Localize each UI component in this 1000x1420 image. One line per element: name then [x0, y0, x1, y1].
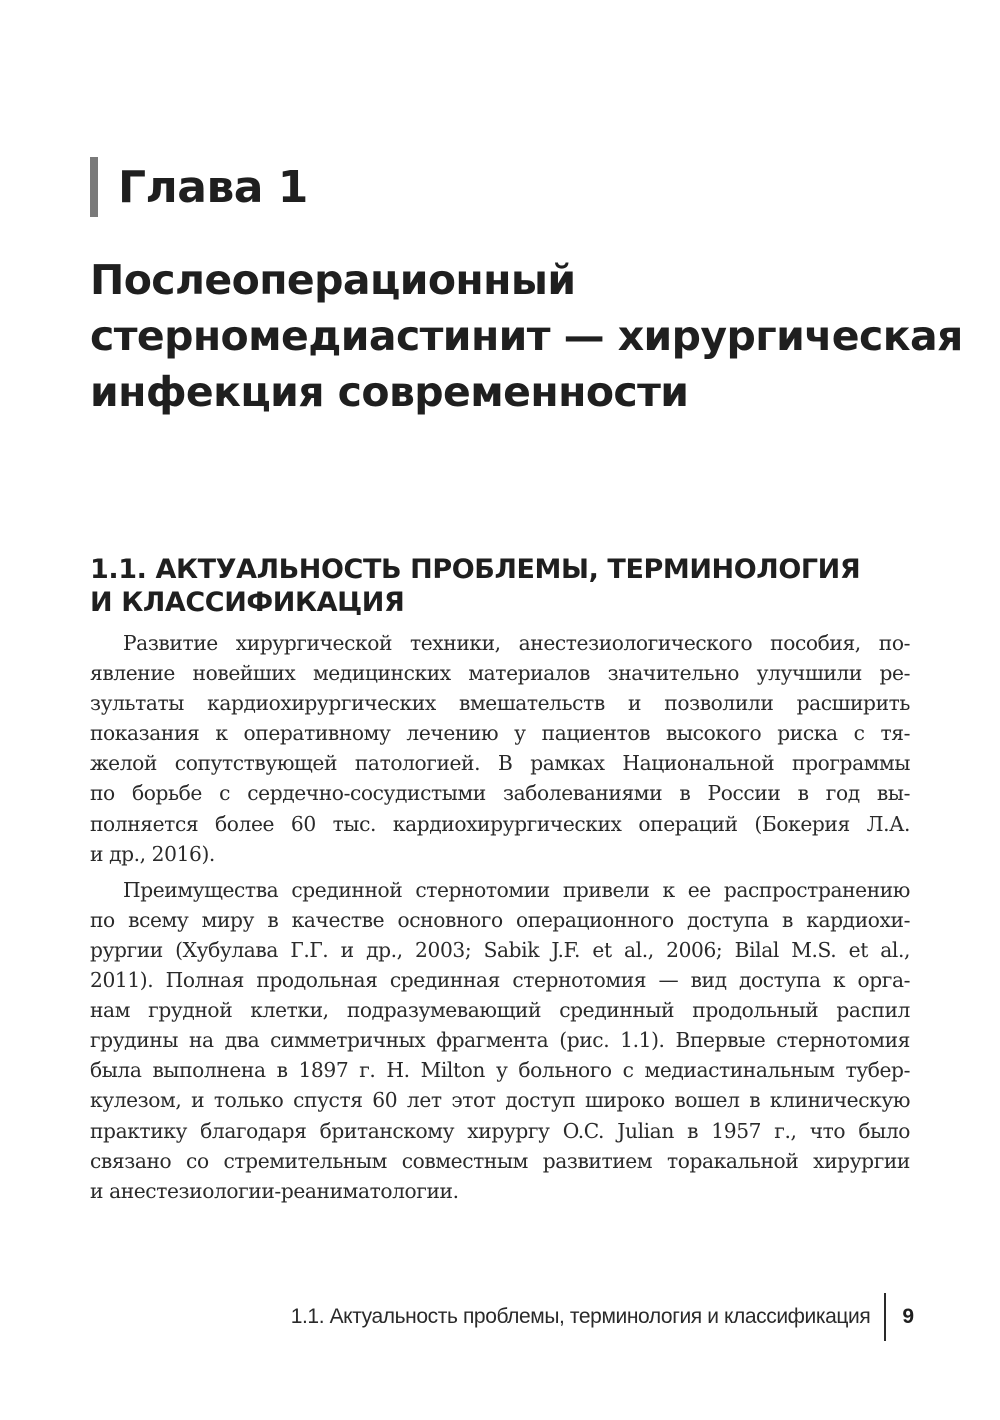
section-heading [90, 553, 930, 619]
paragraph [90, 628, 910, 869]
text-line: показания к оперативному лечению у пациентов высокого риска с тя- [90, 721, 910, 746]
text-line: зультаты кардиохирургических вмешательств и позволили расширить [90, 691, 910, 716]
text-line: и др., 2016). [90, 841, 215, 866]
chapter-header [90, 157, 308, 217]
chapter-label: Глава 1 [118, 161, 308, 213]
text-line: нам грудной клетки, подразумевающий срединный продольный распил [90, 998, 910, 1023]
text-line: была выполнена в 1897 г. H. Milton у больного с медиастинальным тубер- [90, 1058, 910, 1083]
body-text [90, 628, 910, 1212]
chapter-title [90, 252, 963, 420]
text-line: грудины на два симметричных фрагмента (рис. 1.1). Впервые стернотомия [90, 1028, 910, 1053]
page-footer [291, 1293, 914, 1341]
text-line: явление новейших медицинских материалов значительно улучшили ре- [90, 661, 910, 686]
page-number: 9 [902, 1305, 914, 1328]
text-line: рургии (Хубулава Г.Г. и др., 2003; Sabik J.F. et al., 2006; Bilal M.S. et al., [90, 937, 910, 962]
text-line: связано со стремительным совместным развитием торакальной хирургии [90, 1148, 910, 1173]
section-heading-line: 1.1. АКТУАЛЬНОСТЬ ПРОБЛЕМЫ, ТЕРМИНОЛОГИЯ [90, 554, 861, 585]
chapter-title-line: инфекция современности [90, 368, 689, 416]
text-line: по всему миру в качестве основного операционного доступа в кардиохи- [90, 907, 910, 932]
chapter-title-line: стерномедиастинит — хирургическая [90, 312, 963, 360]
chapter-title-line: Послеоперационный [90, 256, 576, 304]
text-line: и анестезиологии-реаниматологии. [90, 1178, 459, 1203]
chapter-marker-bar [90, 157, 98, 217]
text-line: Развитие хирургической техники, анестезиологического пособия, по- [123, 631, 910, 655]
text-line: по борьбе с сердечно-сосудистыми заболеваниями в России в год вы- [90, 781, 910, 806]
text-line: практику благодаря британскому хирургу O.C. Julian в 1957 г., что было [90, 1118, 910, 1143]
section-heading-line: И КЛАССИФИКАЦИЯ [90, 587, 405, 618]
text-line: кулезом, и только спустя 60 лет этот доступ широко вошел в клиническую [90, 1088, 910, 1113]
footer-divider [884, 1293, 886, 1341]
text-line: полняется более 60 тыс. кардиохирургических операций (Бокерия Л.А. [90, 811, 910, 836]
paragraph [90, 875, 910, 1206]
text-line: желой сопутствующей патологией. В рамках Национальной программы [90, 751, 910, 776]
running-title: 1.1. Актуальность проблемы, терминология и классификация [290, 1305, 871, 1328]
text-line: 2011). Полная продольная срединная стернотомия — вид доступа к орга- [90, 968, 910, 993]
text-line: Преимущества срединной стернотомии привели к ее распространению [123, 877, 910, 902]
